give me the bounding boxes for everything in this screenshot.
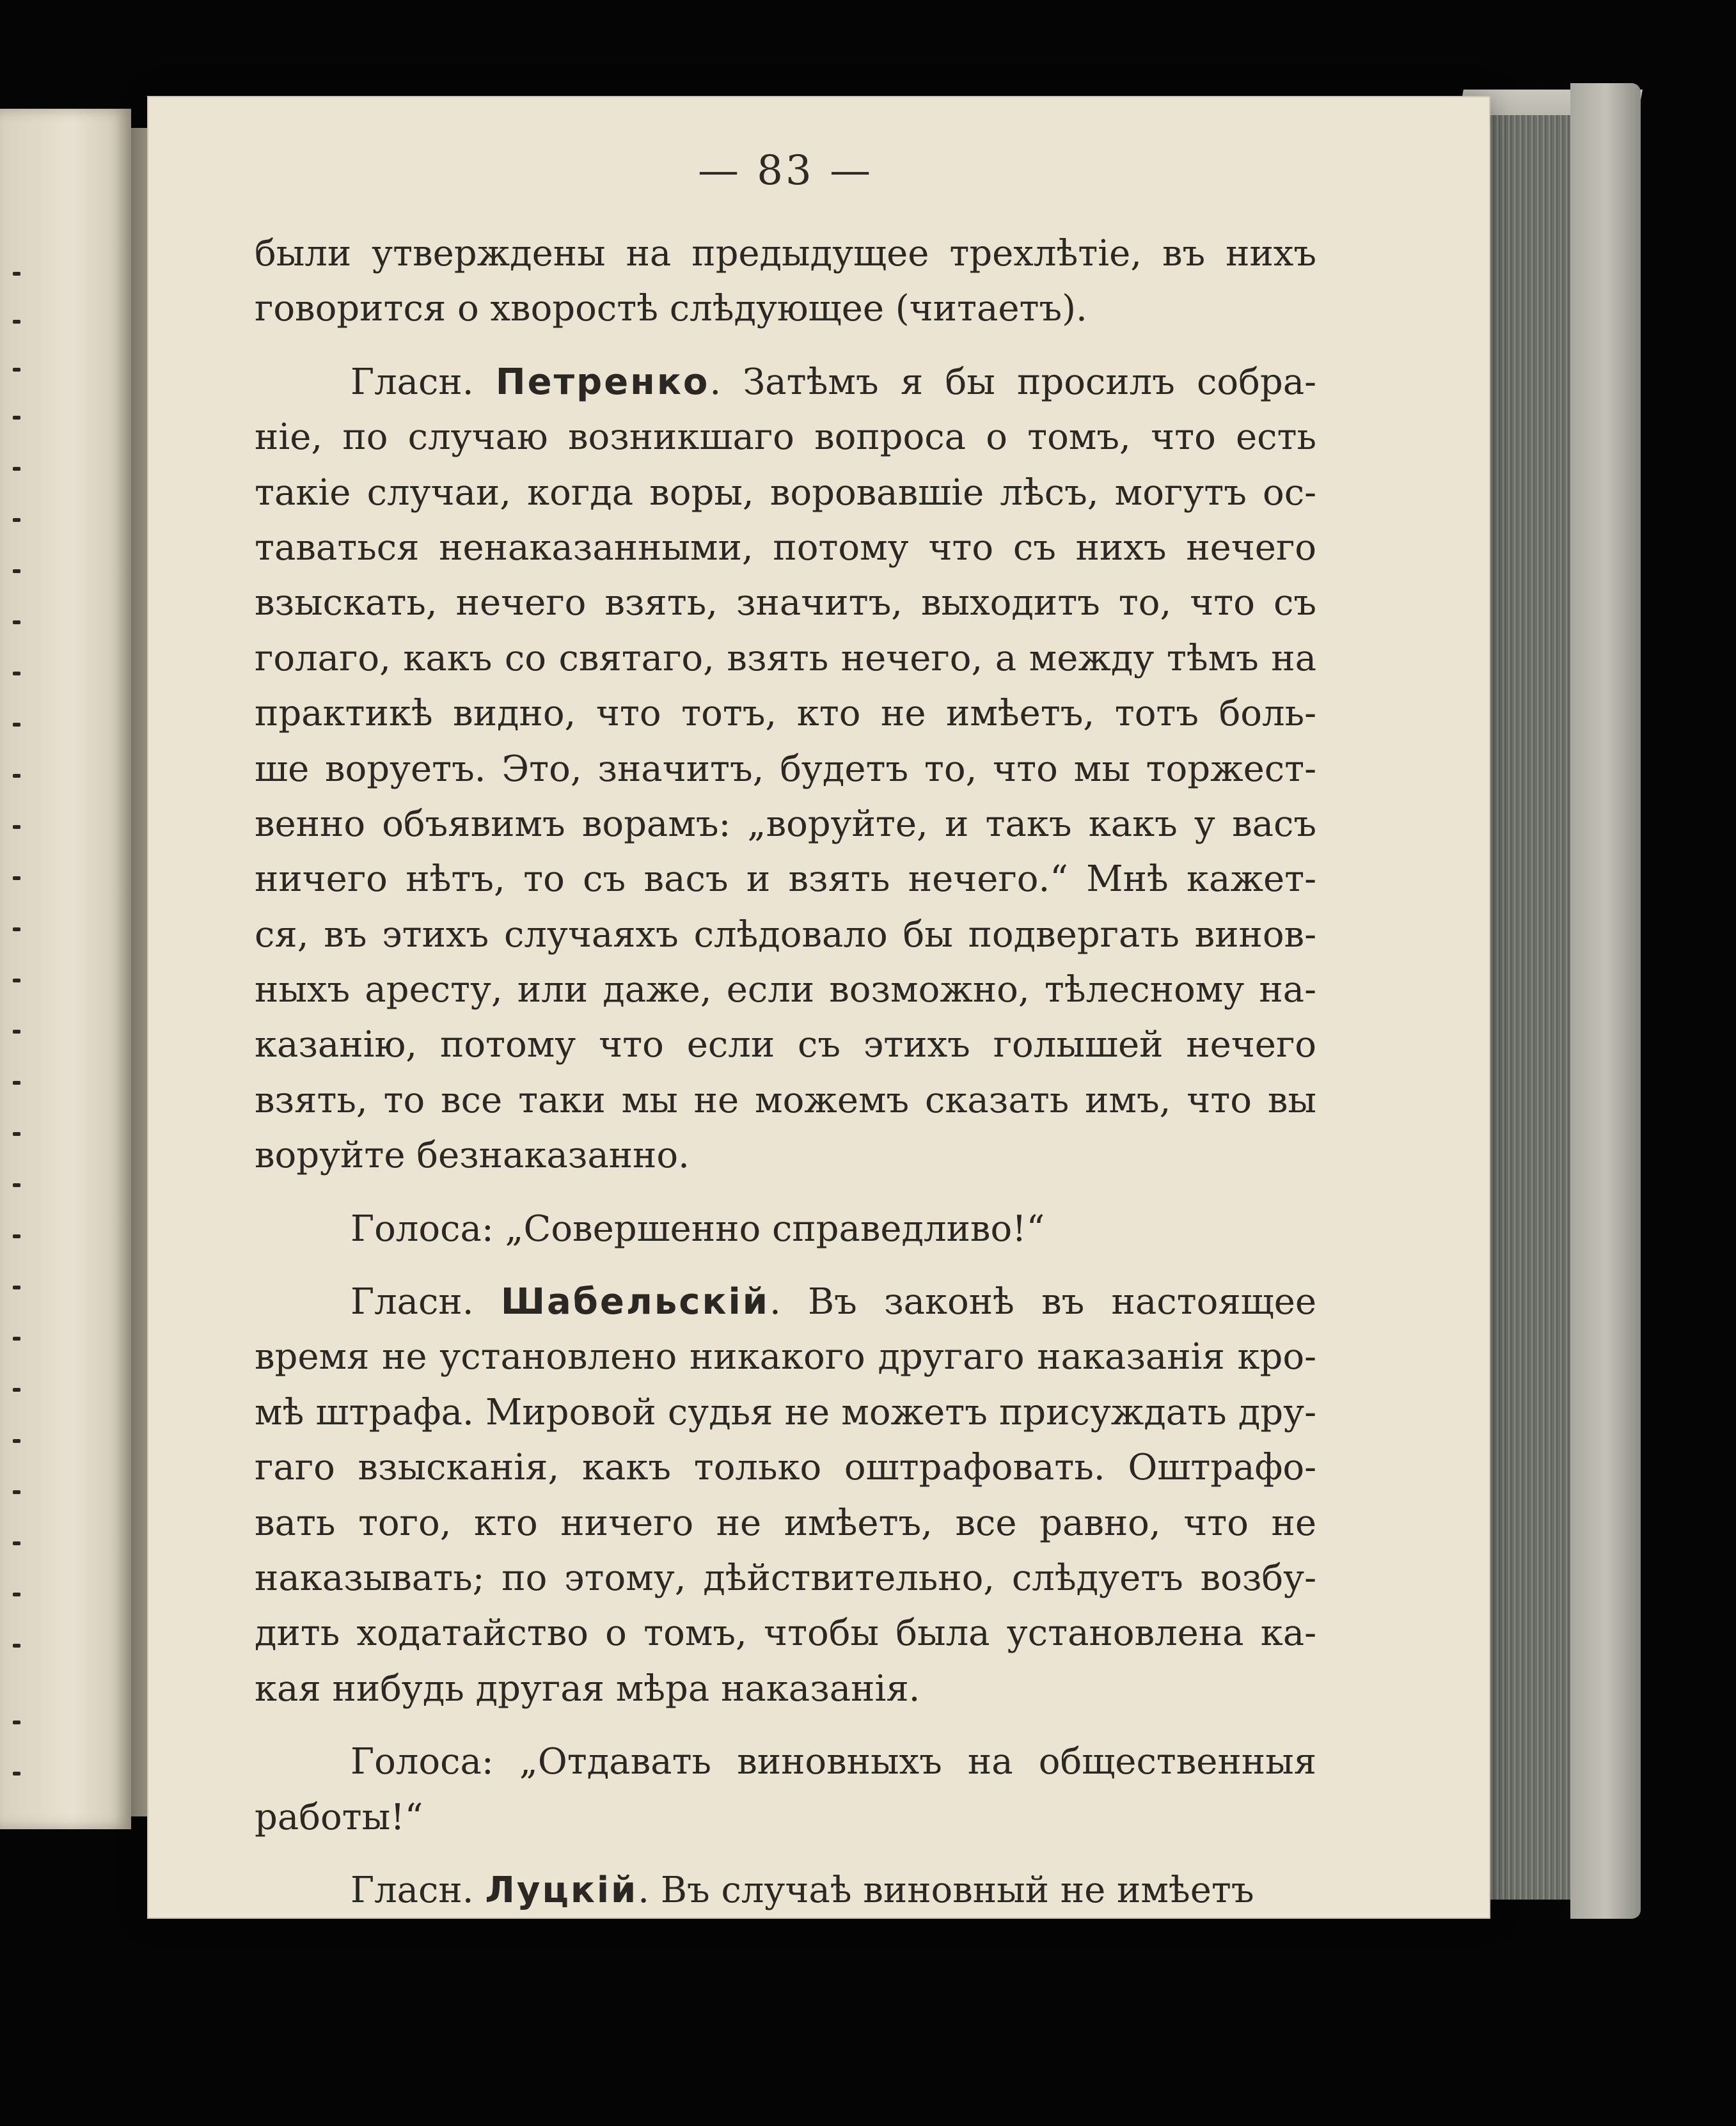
- text-line: воруйте безнаказанно.: [255, 1135, 690, 1177]
- text-line: дить ходатайство о томъ, чтобы была установлена ка-: [255, 1612, 1316, 1655]
- paragraph: [255, 355, 1316, 1184]
- text-line: кая нибудь другая мѣра наказанія.: [255, 1667, 920, 1710]
- text-line: были утверждены на предыдущее трехлѣтіе, въ нихъ: [255, 233, 1316, 274]
- text-line: вать того, кто ничего не имѣетъ, все равно, что не: [255, 1502, 1316, 1544]
- text-line: говорится о хворостѣ слѣдующее (читаетъ).: [255, 288, 1087, 330]
- text-line: практикѣ видно, что тотъ, кто не имѣетъ, тотъ боль-: [255, 693, 1316, 735]
- text-line: [255, 1863, 1316, 1918]
- text-line: взять, то все таки мы не можемъ сказать имъ, что вы: [255, 1079, 1316, 1121]
- text-line: таваться ненаказанными, потому что съ нихъ нечего: [255, 526, 1316, 569]
- text-line: ничего нѣтъ, то съ васъ и взять нечего.“ Мнѣ кажет-: [255, 858, 1316, 901]
- paragraph-gap: [255, 1184, 1316, 1202]
- paragraph-gap: [255, 1717, 1316, 1735]
- paragraph: [255, 1863, 1316, 1918]
- text-line: голаго, какъ со святаго, взять нечего, а между тѣмъ на: [255, 637, 1316, 679]
- paragraph: [255, 226, 1316, 337]
- speaker-name: Петренко: [495, 361, 710, 403]
- text-line: работы!“: [255, 1796, 423, 1838]
- text-line: венно объявимъ ворамъ: „воруйте, и такъ какъ у васъ: [255, 803, 1316, 845]
- text-line: время не установлено никакого другаго наказанія кро-: [255, 1336, 1316, 1378]
- text-line: гаго взысканія, какъ только оштрафовать. Оштрафо-: [255, 1447, 1316, 1489]
- speech-text: . Въ случаѣ виновный не имѣетъ: [638, 1869, 1254, 1911]
- text-line: такіе случаи, когда воры, воровавшіе лѣсъ, могутъ ос-: [255, 471, 1316, 514]
- speech-text: . Въ законѣ въ настоящее: [769, 1281, 1316, 1323]
- text-line: Голоса: „Совершенно справедливо!“: [351, 1208, 1045, 1250]
- paragraph: [255, 1202, 1316, 1257]
- text-line: казанію, потому что если съ этихъ голышей нечего: [255, 1024, 1316, 1066]
- text-line: ныхъ аресту, или даже, если возможно, тѣлесному на-: [255, 969, 1316, 1011]
- page-number: — 83 —: [697, 147, 874, 194]
- speech-text: . Затѣмъ я бы просилъ собра-: [709, 361, 1317, 403]
- speaker-title: Гласн.: [351, 1869, 485, 1911]
- speaker-name: Шабельскій: [500, 1281, 769, 1323]
- text-line: [255, 1275, 1316, 1330]
- text-line: Голоса: „Отдавать виновныхъ на общественныя: [351, 1741, 1316, 1783]
- text-line: наказывать; по этому, дѣйствительно, слѣдуетъ возбу-: [255, 1557, 1316, 1599]
- paragraphs: [255, 226, 1316, 1918]
- speaker-name: Луцкій: [485, 1869, 638, 1911]
- paragraph-gap: [255, 337, 1316, 355]
- text-line: взыскать, нечего взять, значитъ, выходитъ то, что съ: [255, 582, 1316, 624]
- book-cover-edge: [1570, 83, 1641, 1919]
- text-line: ше воруетъ. Это, значитъ, будетъ то, что мы торжест-: [255, 748, 1316, 790]
- text-line: ся, въ этихъ случаяхъ слѣдовало бы подвергать винов-: [255, 913, 1316, 956]
- paragraph-gap: [255, 1257, 1316, 1275]
- paragraph: [255, 1275, 1316, 1717]
- speaker-title: Гласн.: [351, 1281, 501, 1323]
- text-line: ніе, по случаю возникшаго вопроса о томъ, что есть: [255, 416, 1316, 459]
- facing-left-page: [0, 109, 131, 1829]
- paragraph: [255, 1735, 1316, 1845]
- page-text: [255, 147, 1316, 1918]
- paragraph-gap: [255, 1845, 1316, 1863]
- text-line: [255, 355, 1316, 410]
- speaker-title: Гласн.: [351, 361, 496, 403]
- text-line: мѣ штрафа. Мировой судья не можетъ присуждать дру-: [255, 1391, 1316, 1433]
- left-page-text-fragments: [0, 109, 26, 1829]
